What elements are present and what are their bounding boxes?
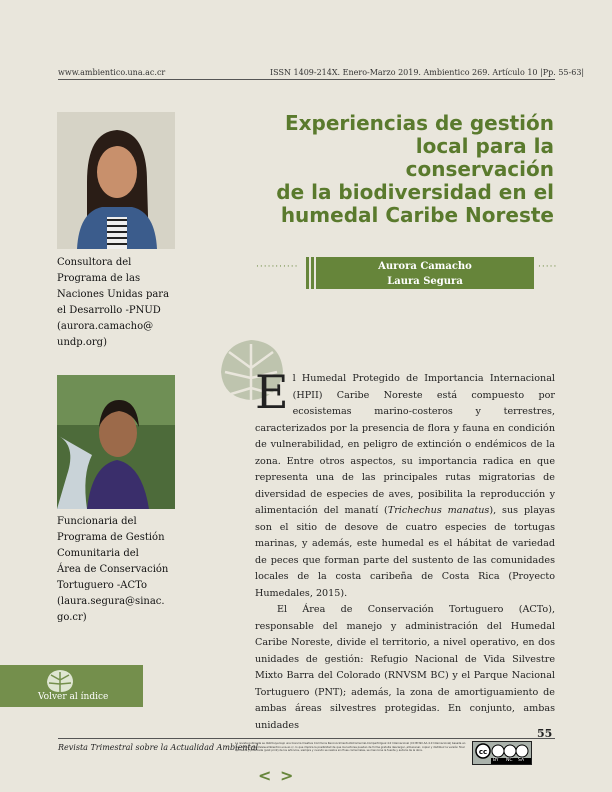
- issn-info: ISSN 1409-214X. Enero-Marzo 2019. Ambientico 269. Artículo 10 |Pp. 55-63|: [270, 68, 585, 77]
- author1-caption: Consultora del Programa de las Naciones Unidas para el Desarrollo -PNUD (aurora.camacho@ undp.org): [57, 255, 187, 351]
- authors-dots-left: ···········: [256, 262, 299, 272]
- authors-bar-stripe: [306, 257, 309, 289]
- author2-caption: Funcionaria del Programa de Gestión Comunitaria del Área de Conservación Tortuguero -ACTo (laura.segura@sinac. go.cr): [57, 514, 187, 626]
- authors-bar-stripe: [311, 257, 314, 289]
- page-number: 55: [537, 727, 553, 740]
- author2-photo: [57, 375, 175, 509]
- paragraph-1: El Humedal Protegido de Importancia Internacional (HPII) Caribe Noreste está compuesto por ecosistemas marino-costeros y terrestres, caracterizados por la presencia de flora y fauna en condición de vulnerabilidad, en peligro de extinción o endémicos de la zona. Entre otros aspectos, su importancia radica en que representa una de las principales rutas migratorias de diversidad de especies de aves, posibilita la reproducción y alimentación del manatí (Trichechus manatus), sus playas son el sitio de desove de cuatro especies de tortugas marinas, y además, este humedal es el hábitat de variedad de peces que forman parte del sustento de las comunidades locales de la costa caribeña de Costa Rica (Proyecto Humedales, 2015).: [255, 365, 555, 599]
- journal-name: Revista Trimestral sobre la Actualidad Ambiental: [58, 743, 259, 752]
- previous-page-button[interactable]: <: [258, 766, 272, 785]
- cc-license-badge[interactable]: [472, 741, 532, 765]
- drop-cap: E: [255, 365, 289, 419]
- back-to-index-label: Volver al índice: [38, 692, 109, 702]
- paragraph-2: El Área de Conservación Tortuguero (ACTo), responsable del manejo y administración del Humedal Caribe Noreste, divide el territorio, a nivel operativo, en dos unidades de gestión: Refugio Nacional de Vida Silvestre Mixto Barra del Colorado (RNVSM BC) y el Parque Nacional Tortuguero (PNT); además, la zona de amortiguamiento de ambas áreas silvestres protegidas. En conjunto, ambas unidades: [255, 604, 555, 731]
- back-to-index-button[interactable]: [0, 665, 143, 707]
- cc-by-label: BY: [493, 757, 499, 763]
- author1-photo: [57, 112, 175, 249]
- leaf-icon: [46, 669, 74, 693]
- next-page-button[interactable]: >: [280, 766, 294, 785]
- author1-email[interactable]: (aurora.camacho@ undp.org): [57, 321, 154, 348]
- website-url[interactable]: www.ambientico.una.ac.cr: [58, 68, 166, 77]
- svg-text:cc: cc: [478, 748, 488, 756]
- authors-dots-right: ·····: [538, 262, 558, 272]
- authors-bar: [316, 257, 534, 289]
- article-title: Experiencias de gestión local para la conservación de la biodiversidad en el humedal Caribe Noreste: [276, 111, 554, 227]
- header-divider: [58, 79, 555, 80]
- author2-email[interactable]: (laura.segura@sinac. go.cr): [57, 596, 165, 623]
- article-body: [255, 365, 555, 734]
- author-name: Laura Segura: [387, 276, 463, 287]
- license-text: La revista publicada se distribuye bajo una licencia Creative Commons Reconocimiento-NoComercial-CompartirIgual 4.0 Internacional (CC BY-NC-SA 4.0 Internacional) basada en una obra en http://www.ambientico.una.ac.cr, lo que implica la posibilidad de que los lectores puedan de forma gratuita descargar, almacenar, copiar y distribuir la versión final aprobada y publicada (post print) de los artículos, siempre y cuando se realice sin fines comerciales, se mencione la fuente y autoría de la obra.: [235, 742, 466, 753]
- author-name: Aurora Camacho: [378, 261, 472, 272]
- cc-nc-label: NC: [506, 757, 513, 763]
- cc-sa-label: SA: [518, 757, 525, 763]
- footer-divider: [58, 738, 555, 739]
